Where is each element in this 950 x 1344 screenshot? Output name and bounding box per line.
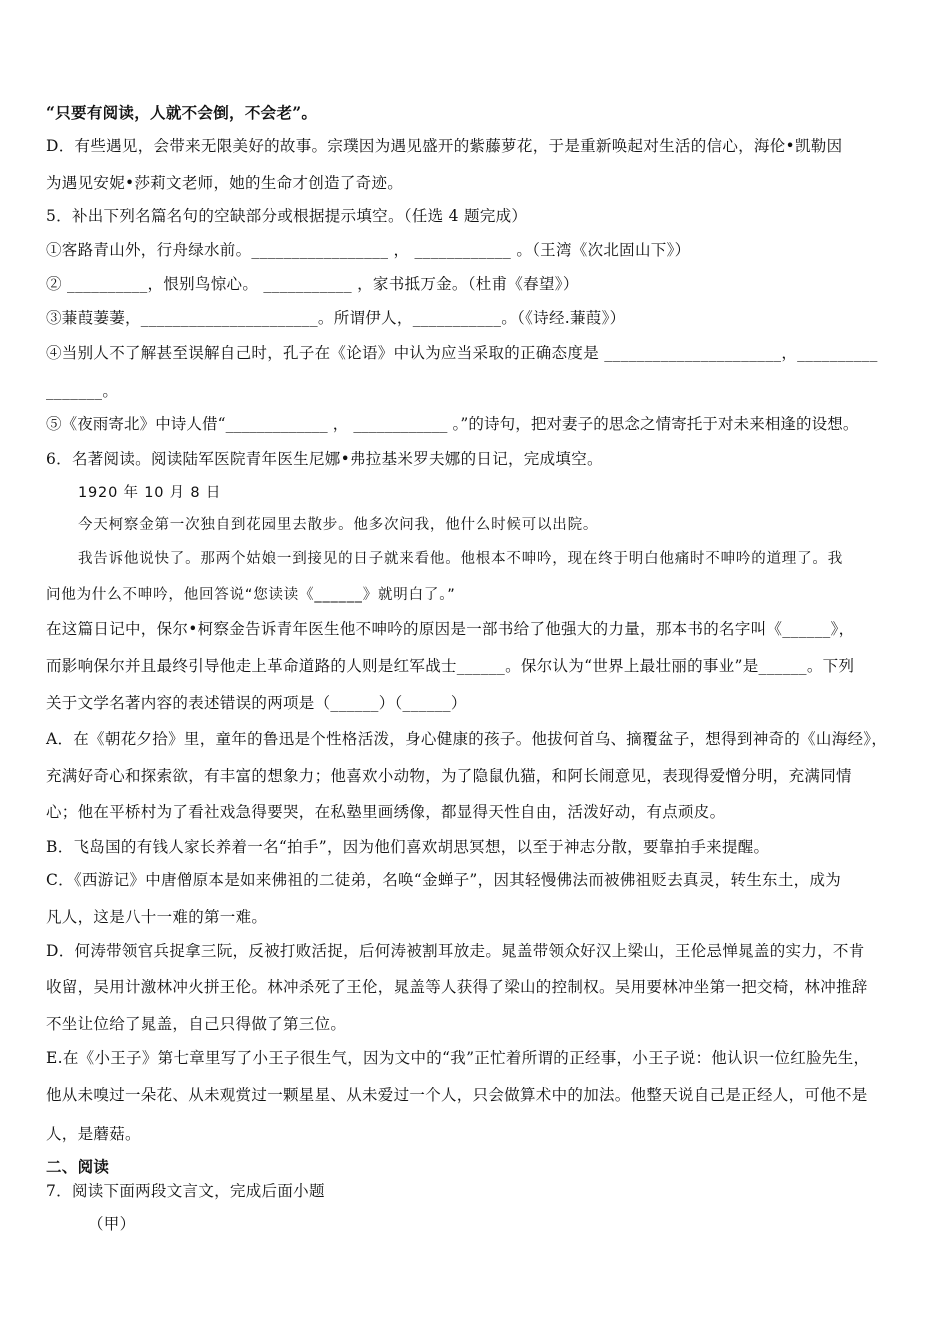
passage-jia-label: （甲） bbox=[88, 1215, 136, 1233]
diary-paragraph-2-line-1: 我告诉他说快了。那两个姑娘一到接见的日子就来看他。他根本不呻吟，现在终于明白他痛时不呻吟的道理了。我 bbox=[78, 551, 843, 567]
option-e-line-1: E.在《小王子》第七章里写了小王子很生气，因为文中的“我”正忙着所谓的正经事，小王子说：他认识一位红脸先生， bbox=[46, 1049, 870, 1067]
text-line-quote: “只要有阅读，人就不会倒，不会老”。 bbox=[46, 103, 318, 122]
option-e-line-3: 人，是蘑菇。 bbox=[46, 1125, 141, 1143]
option-e-line-2: 他从未嗅过一朵花、从未观赏过一颗星星、从未爱过一个人，只会做算术中的加法。他整天说自己是正经人，可他不是 bbox=[46, 1086, 868, 1104]
diary-paragraph-2-line-2: 问他为什么不呻吟，他回答说“您读读《______》就明白了。” bbox=[46, 587, 456, 603]
question-6-text-line-2: 而影响保尔并且最终引导他走上革命道路的人则是红军战士______。保尔认为“世界上最壮丽的事业”是______。下列 bbox=[46, 657, 855, 675]
diary-date: 1920 年 10 月 8 日 bbox=[78, 485, 222, 501]
option-d2-line-1: D．何涛带领官兵捉拿三阮，反被打败活捉，后何涛被割耳放走。晁盖带领众好汉上梁山，王伦忌惮晁盖的实力，不肯 bbox=[46, 942, 865, 960]
question-5-item-4: ④当别人不了解甚至误解自己时，孔子在《论语》中认为应当采取的正确态度是 ______________________，__________ bbox=[46, 344, 878, 362]
diary-paragraph-1: 今天柯察金第一次独自到花园里去散步。他多次问我，他什么时候可以出院。 bbox=[78, 517, 599, 533]
option-a-line-1: A．在《朝花夕拾》里，童年的鲁迅是个性格活泼，身心健康的孩子。他拔何首乌、摘覆盆子，想得到神奇的《山海经》， bbox=[46, 730, 888, 748]
question-6-text-line-1: 在这篇日记中，保尔•柯察金告诉青年医生他不呻吟的原因是一部书给了他强大的力量，那本书的名字叫《______》， bbox=[46, 620, 855, 638]
option-d2-line-3: 不坐让位给了晁盖，自己只得做了第三位。 bbox=[46, 1015, 347, 1033]
option-d-line-1: D．有些遇见，会带来无限美好的故事。宗璞因为遇见盛开的紫藤萝花，于是重新唤起对生活的信心，海伦•凯勒因 bbox=[46, 137, 843, 155]
question-5-item-2: ② __________，恨别鸟惊心。 ___________ ，家书抵万金。（杜甫《春望》） bbox=[46, 275, 579, 293]
option-a-line-2: 充满好奇心和探索欲，有丰富的想象力；他喜欢小动物，为了隐鼠仇猫，和阿长闹意见，表现得爱憎分明，充满同情 bbox=[46, 767, 852, 785]
question-5-item-1: ①客路青山外，行舟绿水前。_________________ ， ____________ 。（王湾《次北固山下》） bbox=[46, 241, 691, 259]
option-c-line-1: C．《西游记》中唐僧原本是如来佛祖的二徒弟，名唤“金蝉子”，因其轻慢佛法而被佛祖贬去真灵，转生东土，成为 bbox=[46, 871, 842, 889]
question-5-item-3: ③蒹葭萋萋，______________________。所谓伊人，___________。（《诗经.蒹葭》） bbox=[46, 309, 626, 327]
question-7-heading: 7．阅读下面两段文言文，完成后面小题 bbox=[46, 1182, 325, 1200]
option-d2-line-2: 收留，吴用计激林冲火拼王伦。林冲杀死了王伦，晁盖等人获得了梁山的控制权。吴用要林冲坐第一把交椅，林冲推辞 bbox=[46, 978, 868, 996]
question-5-heading: 5．补出下列名篇名句的空缺部分或根据提示填空。（任选 4 题完成） bbox=[46, 207, 528, 225]
option-c-line-2: 凡人，这是八十一难的第一难。 bbox=[46, 908, 268, 926]
question-6-heading: 6．名著阅读。阅读陆军医院青年医生尼娜•弗拉基米罗夫娜的日记，完成填空。 bbox=[46, 450, 603, 468]
option-d-line-2: 为遇见安妮•莎莉文老师，她的生命才创造了奇迹。 bbox=[46, 174, 404, 192]
option-b-line-1: B．飞岛国的有钱人家长养着一名“拍手”，因为他们喜欢胡思冥想，以至于神志分散，要靠拍手来提醒。 bbox=[46, 838, 770, 856]
question-5-item-4-cont: _______。 bbox=[46, 382, 119, 400]
question-5-item-5: ⑤《夜雨寄北》中诗人借“_____________ ， ____________ 。”的诗句，把对妻子的思念之情寄托于对未来相逢的设想。 bbox=[46, 415, 859, 433]
question-6-text-line-3: 关于文学名著内容的表述错误的两项是（______）（______） bbox=[46, 694, 467, 712]
section-heading-reading: 二、阅读 bbox=[46, 1157, 110, 1176]
option-a-line-3: 心；他在平桥村为了看社戏急得要哭，在私塾里画绣像，都显得天性自由，活泼好动，有点顽皮。 bbox=[46, 803, 726, 821]
